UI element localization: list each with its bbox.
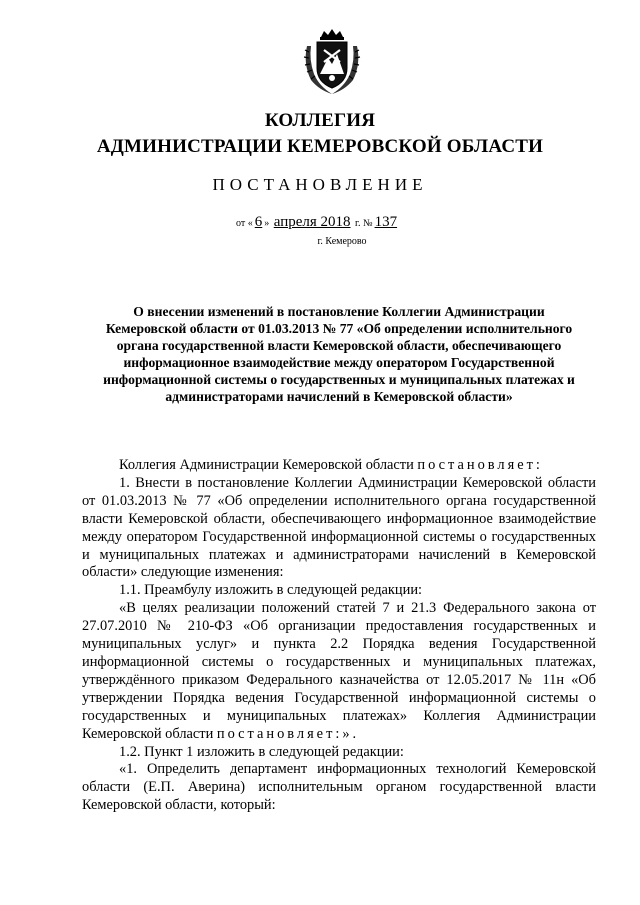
preamble-resolves: постановляет:». xyxy=(216,725,360,742)
paragraph-item-1: 1. Внести в постановление Коллегии Администрации Кемеровской области от 01.03.2013 № 77 «Об определении исполнительного органа государственной власти Кемеровской области, обеспечивающего информационное взаимодействие между оператором Государственной информационной системы о государственных и муниципальных платежах и администраторами начислений в Кемеровской области» следующие изменения: xyxy=(82,474,596,581)
paragraph-preamble xyxy=(82,600,596,743)
city-label: г. Кемерово xyxy=(317,236,367,247)
intro-resolves: постановляет: xyxy=(417,457,543,473)
paragraph-item-1-1: 1.1. Преамбулу изложить в следующей редакции: xyxy=(119,582,423,599)
document-type: ПОСТАНОВЛЕНИЕ xyxy=(212,175,428,194)
organization-name-line2: АДМИНИСТРАЦИИ КЕМЕРОВСКОЙ ОБЛАСТИ xyxy=(96,136,544,157)
document-body xyxy=(82,457,596,815)
number-sign: № xyxy=(363,218,373,229)
date-month-year: апреля 2018 xyxy=(273,214,351,230)
date-prefix: от « xyxy=(236,218,253,229)
date-year-suffix: г. xyxy=(355,218,361,229)
date-quote-close: » xyxy=(264,218,270,229)
paragraph-intro xyxy=(82,457,596,475)
document-title: О внесении изменений в постановление Коллегии Администрации Кемеровской области от 01.03.2013 № 77 «Об определении исполнительного органа государственной власти Кемеровской области, обеспечивающего информационное взаимодействие между оператором Государственной информационной системы о государственных и муниципальных платежах и администраторами начислений в Кемеровской области» xyxy=(103,304,575,404)
intro-text: Коллегия Администрации Кемеровской области xyxy=(119,457,414,473)
preamble-text: «В целях реализации положений статей 7 и 21.3 Федерального закона от 27.07.2010 № 210-ФЗ «Об организации предоставления государственных и муниципальных услуг» и пункта 2.2 Порядка ведения Государственной информационной системы о государственных и муниципальных платежах, утверждённого приказом Федерального казначейства от 12.05.2017 № 11н «Об утверждении Порядка ведения Государственной информационной системы о государственных и муниципальных платежах» Коллегия Администрации Кемеровской области xyxy=(82,600,596,742)
date-number-line xyxy=(236,214,399,231)
paragraph-new-item-1: «1. Определить департамент информационных технологий Кемеровской области (Е.П. Аверина) исполнительным органом государственной власти Кемеровской области, который: xyxy=(82,761,596,814)
date-day: 6 xyxy=(254,214,263,230)
document-number: 137 xyxy=(374,214,398,230)
paragraph-item-1-2: 1.2. Пункт 1 изложить в следующей редакции: xyxy=(119,743,404,760)
coat-of-arms-emblem xyxy=(297,28,367,98)
organization-name-line1: КОЛЛЕГИЯ xyxy=(264,110,376,131)
